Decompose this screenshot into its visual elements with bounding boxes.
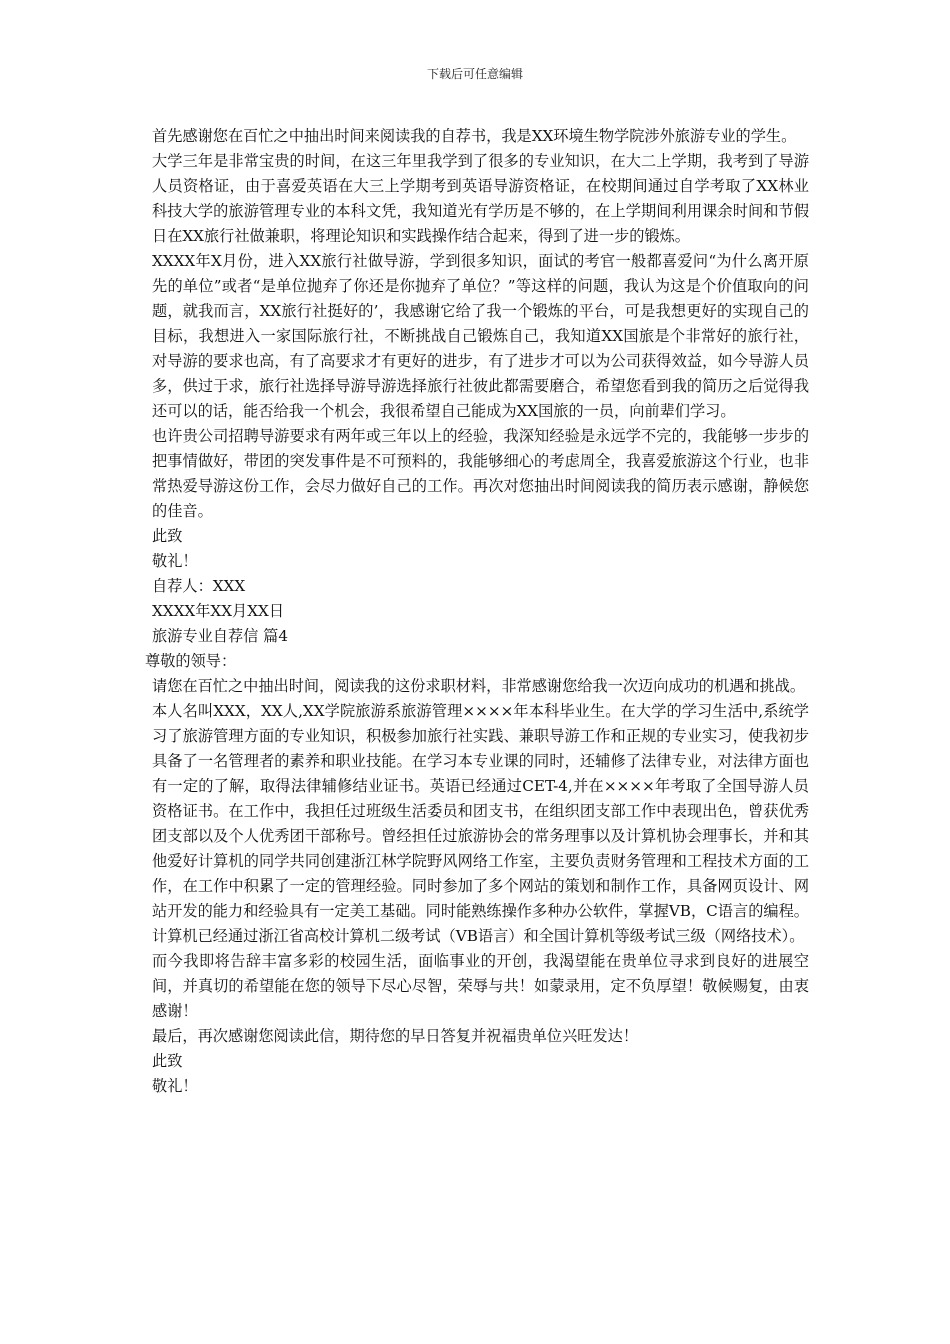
date-line: XXXX年XX月XX日 xyxy=(152,602,285,620)
paragraph-opening: 请您在百忙之中抽出时间，阅读我的这份求职材料，非常感谢您给我一次迈向成功的机遇和挑战。 xyxy=(152,677,806,695)
paragraph-college-years: 大学三年是非常宝贵的时间，在这三年里我学到了很多的专业知识，在大二上学期，我考到了导游人员资格证，由于喜爱英语在大三上学期考到英语导游资格证，在校期间通过自学考取了XX林业科技大学的旅游管理专业的本科文凭，我知道光有学历是不够的，在上学期间利用课余时间和节假日在XX旅行社做兼职，将理论知识和实践操作结合起来，得到了进一步的锻炼。 xyxy=(152,152,809,245)
salutation-jingli: 敬礼！ xyxy=(152,552,198,570)
paragraph-closing: 也许贵公司招聘导游要求有两年或三年以上的经验，我深知经验是永远学不完的，我能够一步步的把事情做好，带团的突发事件是不可预料的，我能够细心的考虑周全，我喜爱旅游这个行业，也非常热爱导游这份工作，会尽力做好自己的工作。再次对您抽出时间阅读我的简历表示感谢，静候您的佳音。 xyxy=(152,427,809,520)
salutation-jingli-2: 敬礼！ xyxy=(152,1077,198,1095)
section-title: 旅游专业自荐信 篇4 xyxy=(152,627,288,645)
letter-greeting: 尊敬的领导： xyxy=(145,652,237,670)
salutation-cizhi: 此致 xyxy=(152,527,183,545)
paragraph-self-intro: 本人名叫XXX，XX人,XX学院旅游系旅游管理××××年本科毕业生。在大学的学习生活中,系统学习了旅游管理方面的专业知识，积极参加旅行社实践、兼职导游工作和正规的专业实习，使我初步具备了一名管理者的素养和职业技能。在学习本专业课的同时，还辅修了法律专业，对法律方面也有一定的了解，取得法律辅修结业证书。英语已经通过CET-4,并在××××年考取了全国导游人员资格证书。在工作中，我担任过班级生活委员和团支书，在组织团支部工作中表现出色，曾获优秀团支部以及个人优秀团干部称号。曾经担任过旅游协会的常务理事以及计算机协会理事长，并和其他爱好计算机的同学共同创建浙江林学院野风网络工作室，主要负责财务管理和工程技术方面的工作，在工作中积累了一定的管理经验。同时参加了多个网站的策划和制作工作，具备网页设计、网站开发的能力和经验具有一定美工基础。同时能熟练操作多种办公软件，掌握VB，C语言的编程。计算机已经通过浙江省高校计算机二级考试（VB语言）和全国计算机等级考试三级（网络技术）。 xyxy=(152,702,809,945)
page-header: 下载后可任意编辑 xyxy=(426,67,523,81)
signature-line: 自荐人：XXX xyxy=(152,577,246,595)
document-body xyxy=(145,124,809,1099)
salutation-cizhi-2: 此致 xyxy=(152,1052,183,1070)
paragraph-intro: 首先感谢您在百忙之中抽出时间来阅读我的自荐书，我是XX环境生物学院涉外旅游专业的学生。 xyxy=(152,127,797,145)
paragraph-work-experience: XXXX年X月份，进入XX旅行社做导游，学到很多知识，面试的考官一般都喜爱问“为什么离开原先的单位”或者“是单位抛弃了你还是你抛弃了单位？”等这样的问题，我认为这是个价值取向的问题，就我而言，XX旅行社挺好的’，我感谢它给了我一个锻炼的平台，可是我想更好的实现自己的目标，我想进入一家国际旅行社，不断挑战自己锻炼自己，我知道XX国旅是个非常好的旅行社，对导游的要求也高，有了高要求才有更好的进步，有了进步才可以为公司获得效益，如今导游人员多，供过于求，旅行社选择导游导游选择旅行社彼此都需要磨合，希望您看到我的简历之后觉得我还可以的话，能否给我一个机会，我很希望自己能成为XX国旅的一员，向前辈们学习。 xyxy=(152,252,809,420)
paragraph-aspiration: 而今我即将告辞丰富多彩的校园生活，面临事业的开创，我渴望能在贵单位寻求到良好的进展空间，并真切的希望能在您的领导下尽心尽智，荣辱与共！如蒙录用，定不负厚望！敬候赐复，由衷感谢！ xyxy=(152,952,809,1020)
paragraph-final-thanks: 最后，再次感谢您阅读此信，期待您的早日答复并祝福贵单位兴旺发达！ xyxy=(152,1027,638,1045)
